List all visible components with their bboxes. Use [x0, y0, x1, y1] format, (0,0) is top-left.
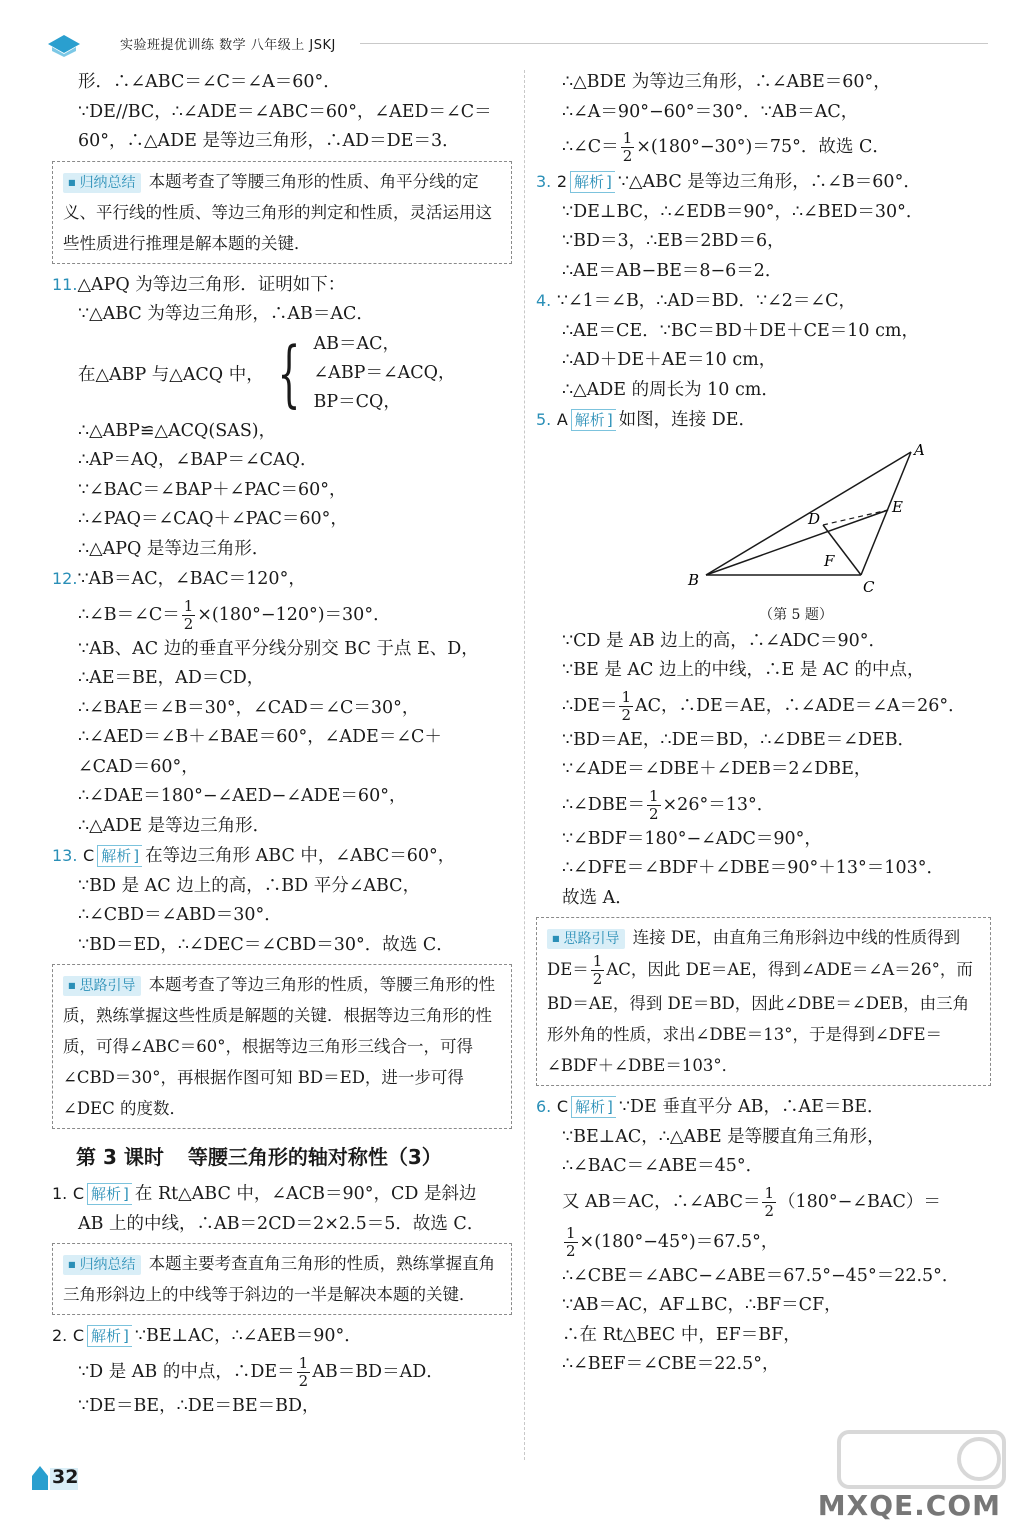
text-line: ∴∠BEF＝∠CBE＝22.5°，	[562, 1354, 780, 1374]
text-line: ∴∠C＝ $\frac{1}{2}$ ×(180°−30°)＝75°．故选 C．	[562, 129, 890, 165]
text-line: ∵DE⊥BC，∴∠EDB＝90°，∴∠BED＝30°．	[562, 201, 924, 222]
summary-box	[52, 1243, 512, 1315]
text-line: ∵BE⊥AC，∴△ABE 是等腰直角三角形，	[562, 1126, 885, 1147]
summary-badge: ■ 归纳总结	[63, 173, 141, 193]
text-line: ∵∠BAC＝∠BAP＋∠PAC＝60°，	[78, 479, 347, 500]
text-line: AB 上的中线，∴AB＝2CD＝2×2.5＝5．故选 C．	[78, 1213, 485, 1234]
text-line: ∴∠CBE＝∠ABC−∠ABE＝67.5°−45°＝22.5°．	[562, 1265, 960, 1286]
text-line: ∵∠ADE＝∠DBE＋∠DEB＝2∠DBE，	[562, 759, 872, 779]
text-line: ∵CD 是 AB 边上的高，∴∠ADC＝90°．	[562, 630, 886, 651]
point-label-c: C	[863, 577, 875, 596]
left-column	[52, 68, 512, 1421]
hint-box: ■ 思路引导 连接 DE，由直角三角形斜边中线的性质得到 DE＝ $\frac{1}{2}$ AC，因此 DE＝AE，得到∠ADE＝∠A＝26°，而 BD＝AE，得到 DE＝BD，因此∠DBE＝∠DEB，由三角形外角的性质，求出∠DBE＝13°，于是得到∠DFE＝∠BDF＋∠DBE＝103°．	[536, 917, 991, 1086]
answer-value: 2	[556, 172, 568, 191]
column-divider	[524, 70, 525, 1460]
fraction-half: $\frac{1}{2}$	[298, 1353, 309, 1390]
analysis-tag: 解析 ]	[87, 1325, 132, 1347]
text-line: ∵∠BDF＝180°−∠ADC＝90°，	[562, 828, 822, 849]
text-line: ∴AE＝AB−BE＝8−6＝2．	[562, 260, 783, 281]
watermark-text: MXQE.COM	[817, 1489, 1001, 1522]
text-line: ∴在 Rt△BEC 中，EF＝BF，	[562, 1324, 801, 1345]
point-label-b: B	[688, 570, 700, 589]
text-line: ∴△BDE 为等边三角形，∴∠ABE＝60°，	[562, 72, 891, 92]
lesson3-question-3: 3. 2 解析 ] ∵△ABC 是等边三角形，∴∠B＝60°．	[536, 167, 991, 198]
text-line: ∵DE//BC，∴∠ADE＝∠ABC＝60°，∠AED＝∠C＝	[78, 101, 492, 122]
point-label-d: D	[808, 509, 821, 528]
hint-badge: ■ 思路引导	[547, 929, 625, 949]
header-title: 实验班提优训练 数学 八年级上 JSKJ	[120, 38, 336, 53]
analysis-tag: 解析 ]	[571, 409, 616, 431]
summary-text: 本题主要考查直角三角形的性质，熟练掌握直角三角形斜边上的中线等于斜边的一半是解决本题的关键．	[63, 1254, 496, 1304]
text-line: ∴AE＝BE，AD＝CD，	[78, 668, 265, 688]
question-13: 13. C 解析 ] 在等边三角形 ABC 中，∠ABC＝60°，	[52, 841, 512, 872]
text-line: ∴∠B＝∠C＝ $\frac{1}{2}$ ×(180°−120°)＝30°．	[78, 596, 391, 633]
text-line: ∴∠DBE＝ $\frac{1}{2}$ ×26°＝13°．	[562, 786, 775, 823]
lesson3-question-2: 2. C 解析 ] ∵BE⊥AC，∴∠AEB＝90°．	[52, 1321, 512, 1352]
text-line: $\frac{1}{2}$ ×(180°−45°)＝67.5°，	[566, 1223, 779, 1260]
lesson3-question-5: 5. A 解析 ] 如图，连接 DE．	[536, 405, 991, 436]
page-number-badge	[30, 1462, 80, 1492]
fraction-half: $\frac{1}{2}$	[621, 687, 631, 724]
triangle-diagram	[666, 440, 966, 600]
text-line: 60°，∴△ADE 是等边三角形，∴AD＝DE＝3．	[78, 131, 460, 151]
text-line: ∴∠AED＝∠B＋∠BAE＝60°，∠ADE＝∠C＋	[78, 727, 442, 747]
lesson3-question-6: 6. C 解析 ] ∵DE 垂直平分 AB，∴AE＝BE．	[536, 1092, 991, 1123]
analysis-tag: 解析 ]	[87, 1183, 132, 1205]
hint-box	[52, 964, 512, 1129]
header-rule	[360, 43, 988, 44]
question-number: 11.	[52, 274, 78, 294]
point-label-a: A	[914, 440, 925, 459]
page-number: 32	[52, 1466, 79, 1488]
text-line: ∵D 是 AB 的中点，∴DE＝ $\frac{1}{2}$ AB＝BD＝AD．	[78, 1353, 444, 1390]
text-line: ∴DE＝ $\frac{1}{2}$ AC，∴DE＝AE，∴∠ADE＝∠A＝26°．	[562, 687, 966, 724]
text-line: 形．∴∠ABC＝∠C＝∠A＝60°．	[78, 72, 341, 92]
lesson3-question-4: 4. ∵∠1＝∠B，∴AD＝BD．∵∠2＝∠C，	[536, 291, 856, 311]
page-header	[30, 30, 990, 58]
hint-text: 本题考查了等边三角形的性质，等腰三角形的性质，熟练掌握这些性质是解题的关键．根据等边三角形的性质，可得∠ABC＝60°，根据等边三角形三线合一，可得∠CBD＝30°，再根据作图可知 BD＝ED，进一步可得∠DEC 的度数．	[63, 975, 496, 1118]
question-11: 11.△APQ 为等边三角形．证明如下：	[52, 274, 346, 295]
book-logo-icon	[44, 30, 84, 58]
text-line: ∴△APQ 是等边三角形．	[78, 538, 270, 559]
text-line: ∵BE 是 AC 边上的中线，∴E 是 AC 的中点，	[562, 660, 925, 680]
point-label-f: F	[824, 551, 835, 570]
text-line: ∴△ADE 的周长为 10 cm．	[562, 379, 779, 400]
fraction-half: $\frac{1}{2}$	[183, 596, 194, 633]
point-label-e: E	[892, 497, 903, 516]
text-line: ∴△ABP≌△ACQ(SAS)，	[78, 420, 277, 441]
answer-letter: A	[556, 410, 568, 429]
text-line: ∴∠DFE＝∠BDF＋∠DBE＝90°＋13°＝103°．	[562, 858, 944, 878]
fraction-half: $\frac{1}{2}$	[764, 1183, 775, 1220]
analysis-tag: 解析 ]	[570, 171, 615, 193]
text-line: ∴∠A＝90°−60°＝30°．∵AB＝AC，	[562, 101, 859, 122]
congruence-system: 在△ABP 与△ACQ 中， { AB＝AC， ∠ABP＝∠ACQ， BP＝CQ，	[78, 331, 456, 415]
question-number: 13.	[52, 846, 78, 865]
text-line: ∴∠PAQ＝∠CAQ＋∠PAC＝60°，	[78, 509, 348, 529]
analysis-tag: 解析 ]	[571, 1096, 616, 1118]
text-line: ∴AP＝AQ，∠BAP＝∠CAQ．	[78, 450, 318, 470]
hint-badge: ■ 思路引导	[63, 976, 141, 996]
lesson3-question-1: 1. C 解析 ] 在 Rt△ABC 中，∠ACB＝90°，CD 是斜边	[52, 1179, 512, 1210]
text-line: ∴∠BAC＝∠ABE＝45°．	[562, 1156, 764, 1176]
summary-box	[52, 161, 512, 264]
summary-text: 本题考查了等腰三角形的性质、角平分线的定义、平行线的性质、等边三角形的判定和性质，灵活运用这些性质进行推理是解本题的关键．	[63, 171, 492, 253]
question-number: 12.	[52, 569, 78, 588]
right-column	[536, 68, 991, 1380]
figure-caption: （第 5 题）	[759, 606, 833, 623]
text-line: ∴∠BAE＝∠B＝30°，∠CAD＝∠C＝30°，	[78, 697, 420, 718]
answer-letter: C	[83, 846, 95, 865]
text-line: ∵DE＝BE，∴DE＝BE＝BD，	[78, 1395, 320, 1416]
text-line: 又 AB＝AC，∴∠ABC＝ $\frac{1}{2}$ （180°−∠BAC）＝	[562, 1183, 941, 1220]
text-line: ∴△ADE 是等边三角形．	[78, 815, 271, 836]
fraction-half: $\frac{1}{2}$	[648, 786, 659, 823]
fraction-half: $\frac{1}{2}$	[622, 129, 633, 165]
text-line: ∵BD＝3，∴EB＝2BD＝6，	[562, 231, 785, 251]
fraction-half: $\frac{1}{2}$	[592, 952, 603, 988]
text-line: ∵AB、AC 边的垂直平分线分别交 BC 于点 E、D，	[78, 638, 479, 659]
question-12: 12.∵AB＝AC，∠BAC＝120°，	[52, 569, 306, 589]
analysis-tag: 解析 ]	[97, 845, 142, 867]
text-line: ∵△ABC 为等边三角形，∴AB＝AC．	[78, 304, 374, 324]
fraction-half: $\frac{1}{2}$	[566, 1223, 576, 1260]
text-line: ∴∠CBD＝∠ABD＝30°．	[78, 905, 282, 925]
triangle-figure	[666, 440, 966, 625]
answer-letter: C	[556, 1097, 569, 1116]
text-line: ∴AD＋DE＋AE＝10 cm，	[562, 350, 777, 370]
text-line: ∵BD 是 AC 边上的高，∴BD 平分∠ABC，	[78, 875, 421, 896]
text-line: ∠CAD＝60°，	[78, 756, 199, 777]
text-line: ∵BD＝ED，∴∠DEC＝∠CBD＝30°．故选 C．	[78, 934, 454, 955]
text-line: ∴AE＝CE．∵BC＝BD＋DE＋CE＝10 cm，	[562, 320, 920, 341]
text-line: ∵AB＝AC，AF⊥BC，∴BF＝CF，	[562, 1295, 842, 1315]
summary-badge: ■ 归纳总结	[63, 1255, 141, 1275]
section-title: 第 3 课时 等腰三角形的轴对称性（3）	[76, 1145, 442, 1169]
text-line: ∵BD＝AE，∴DE＝BD，∴∠DBE＝∠DEB．	[562, 729, 916, 750]
answer-letter: C	[72, 1326, 85, 1345]
text-line: 故选 A．	[562, 887, 633, 908]
answer-letter: C	[72, 1184, 85, 1203]
brace-icon: {	[277, 331, 301, 415]
text-line: ∴∠DAE＝180°−∠AED−∠ADE＝60°，	[78, 786, 407, 806]
